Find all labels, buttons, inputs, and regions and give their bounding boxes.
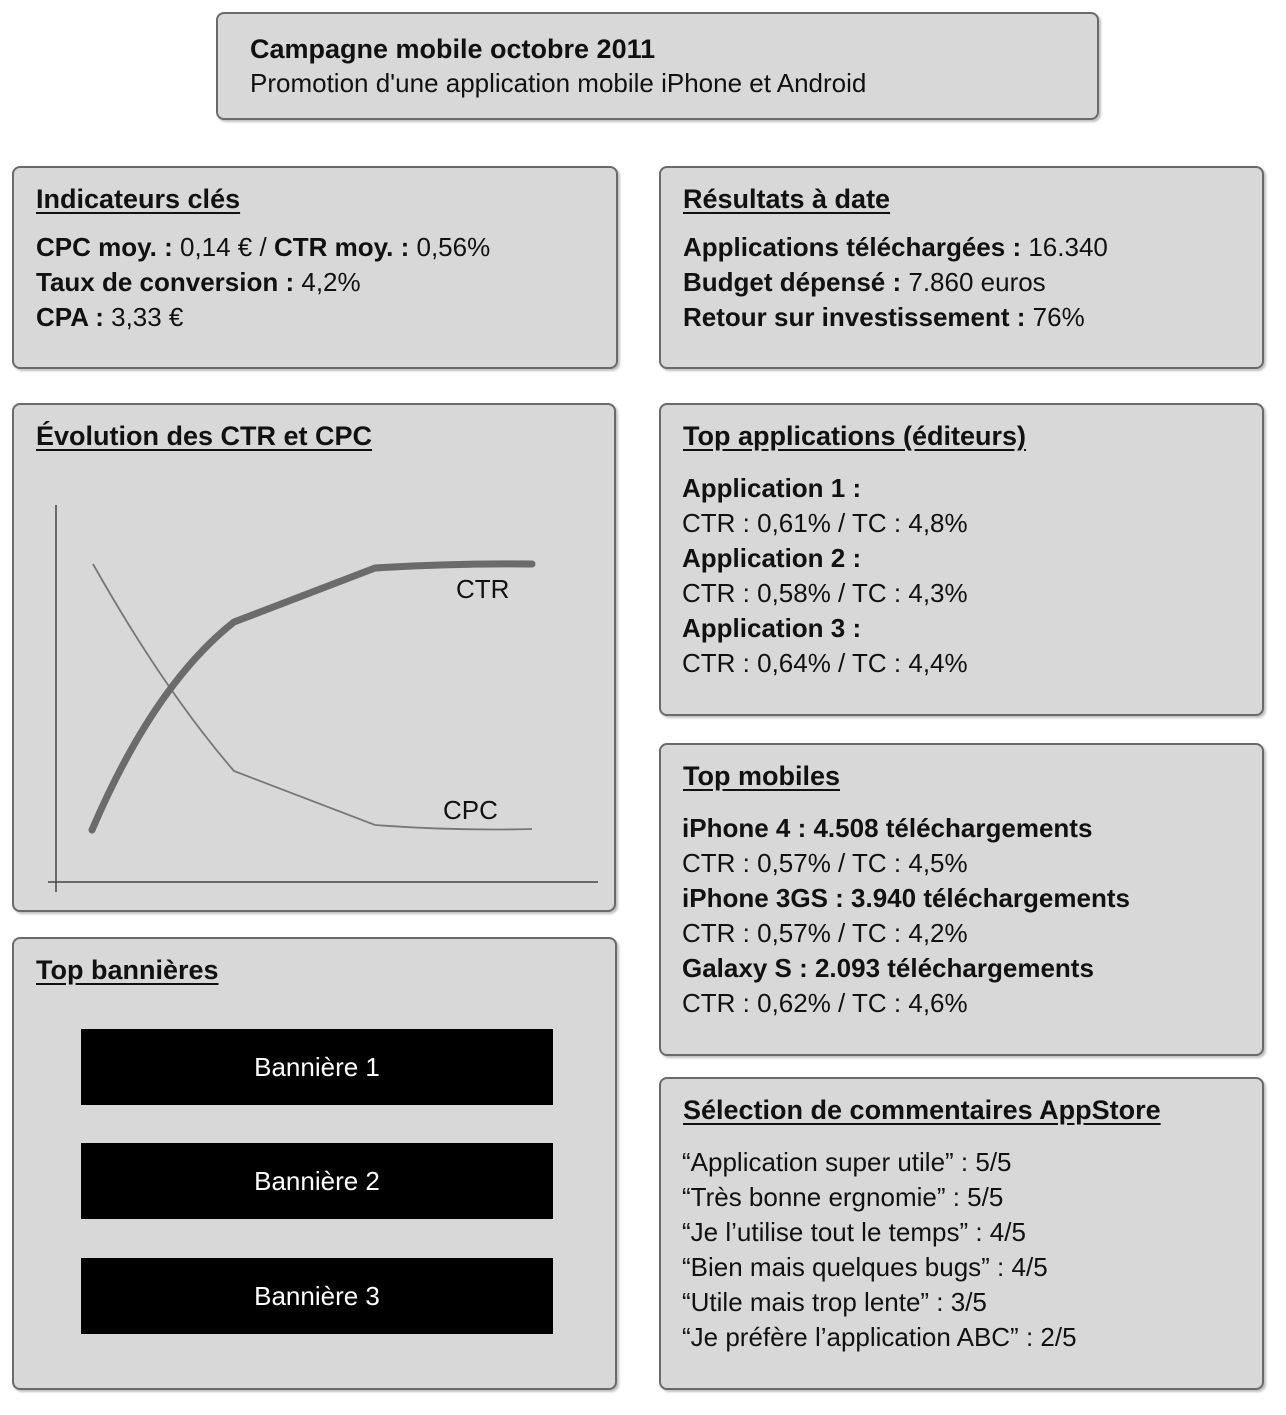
mobile-2-downloads: 3.940 téléchargements — [851, 883, 1130, 913]
mobile-2-stats: CTR : 0,57% / TC : 4,2% — [682, 918, 968, 948]
app-1-stats: CTR : 0,61% / TC : 4,8% — [682, 508, 968, 538]
mobile-2-line: iPhone 3GS : 3.940 téléchargements — [682, 883, 1130, 913]
key-indicators-title: Indicateurs clés — [36, 184, 241, 214]
results-panel — [659, 166, 1264, 369]
roi-line: Retour sur investissement : 76% — [683, 302, 1085, 332]
header-title: Campagne mobile octobre 2011 — [250, 34, 656, 64]
results-title: Résultats à date — [683, 184, 891, 214]
banner-3[interactable]: Bannière 3 — [81, 1258, 553, 1334]
comment-3: “Je l’utilise tout le temps” : 4/5 — [682, 1217, 1026, 1247]
top-mobiles-panel — [659, 743, 1264, 1056]
banner-2[interactable]: Bannière 2 — [81, 1143, 553, 1219]
comments-panel — [659, 1077, 1264, 1390]
comment-4: “Bien mais quelques bugs” : 4/5 — [682, 1252, 1048, 1282]
comment-2: “Très bonne ergnomie” : 5/5 — [682, 1182, 1004, 1212]
budget-value: 7.860 euros — [908, 267, 1046, 297]
top-mobiles-title: Top mobiles — [683, 761, 841, 791]
mobile-1-downloads: 4.508 téléchargements — [813, 813, 1093, 843]
comment-5: “Utile mais trop lente” : 3/5 — [682, 1287, 987, 1317]
cpc-curve-label: CPC — [443, 795, 498, 825]
mobile-2-name: iPhone 3GS — [682, 883, 828, 913]
cpc-label: CPC moy. — [36, 232, 157, 262]
conversion-line: Taux de conversion : 4,2% — [36, 267, 361, 297]
conversion-value: 4,2% — [301, 267, 361, 297]
downloads-line: Applications téléchargées : 16.340 — [683, 232, 1108, 262]
header-subtitle: Promotion d'une application mobile iPhone et Android — [250, 68, 867, 98]
banner-1[interactable]: Bannière 1 — [81, 1029, 553, 1105]
cpc-value: 0,14 € — [179, 232, 253, 262]
cpc-ctr-line: CPC moy. : 0,14 € / CTR moy. : 0,56% — [36, 232, 491, 262]
top-apps-panel — [659, 403, 1264, 716]
cpa-value: 3,33 € — [111, 302, 184, 332]
comment-6: “Je préfère l’application ABC” : 2/5 — [682, 1322, 1077, 1352]
mobile-1-name: iPhone 4 — [682, 813, 791, 843]
app-2-name: Application 2 : — [682, 543, 862, 573]
evolution-panel — [12, 403, 616, 912]
cpa-line: CPA : 3,33 € — [36, 302, 184, 332]
budget-line: Budget dépensé : 7.860 euros — [683, 267, 1046, 297]
app-2-stats: CTR : 0,58% / TC : 4,3% — [682, 578, 968, 608]
conversion-label: Taux de conversion — [36, 267, 279, 297]
downloads-value: 16.340 — [1028, 232, 1108, 262]
comments-title: Sélection de commentaires AppStore — [683, 1095, 1161, 1125]
top-apps-title: Top applications (éditeurs) — [683, 421, 1027, 451]
roi-label: Retour sur investissement — [683, 302, 1010, 332]
mobile-1-line: iPhone 4 : 4.508 téléchargements — [682, 813, 1093, 843]
comment-1: “Application super utile” : 5/5 — [682, 1147, 1012, 1177]
mobile-3-name: Galaxy S — [682, 953, 792, 983]
evolution-title: Évolution des CTR et CPC — [36, 421, 373, 451]
ctr-value: 0,56% — [416, 232, 491, 262]
app-1-name: Application 1 : — [682, 473, 862, 503]
app-3-name: Application 3 : — [682, 613, 862, 643]
downloads-label: Applications téléchargées — [683, 232, 1006, 262]
cpa-label: CPA — [36, 302, 88, 332]
ctr-label: CTR moy. — [273, 232, 394, 262]
roi-value: 76% — [1032, 302, 1085, 332]
mobile-3-line: Galaxy S : 2.093 téléchargements — [682, 953, 1094, 983]
header-panel — [216, 12, 1099, 120]
top-banners-panel — [12, 937, 617, 1390]
budget-label: Budget dépensé — [683, 267, 886, 297]
app-3-stats: CTR : 0,64% / TC : 4,4% — [682, 648, 968, 678]
ctr-curve-label: CTR — [456, 574, 510, 604]
mobile-3-downloads: 2.093 téléchargements — [814, 953, 1094, 983]
key-indicators-panel — [12, 166, 618, 369]
evolution-chart — [14, 405, 614, 910]
mobile-3-stats: CTR : 0,62% / TC : 4,6% — [682, 988, 968, 1018]
mobile-1-stats: CTR : 0,57% / TC : 4,5% — [682, 848, 968, 878]
top-banners-title: Top bannières — [36, 955, 219, 985]
